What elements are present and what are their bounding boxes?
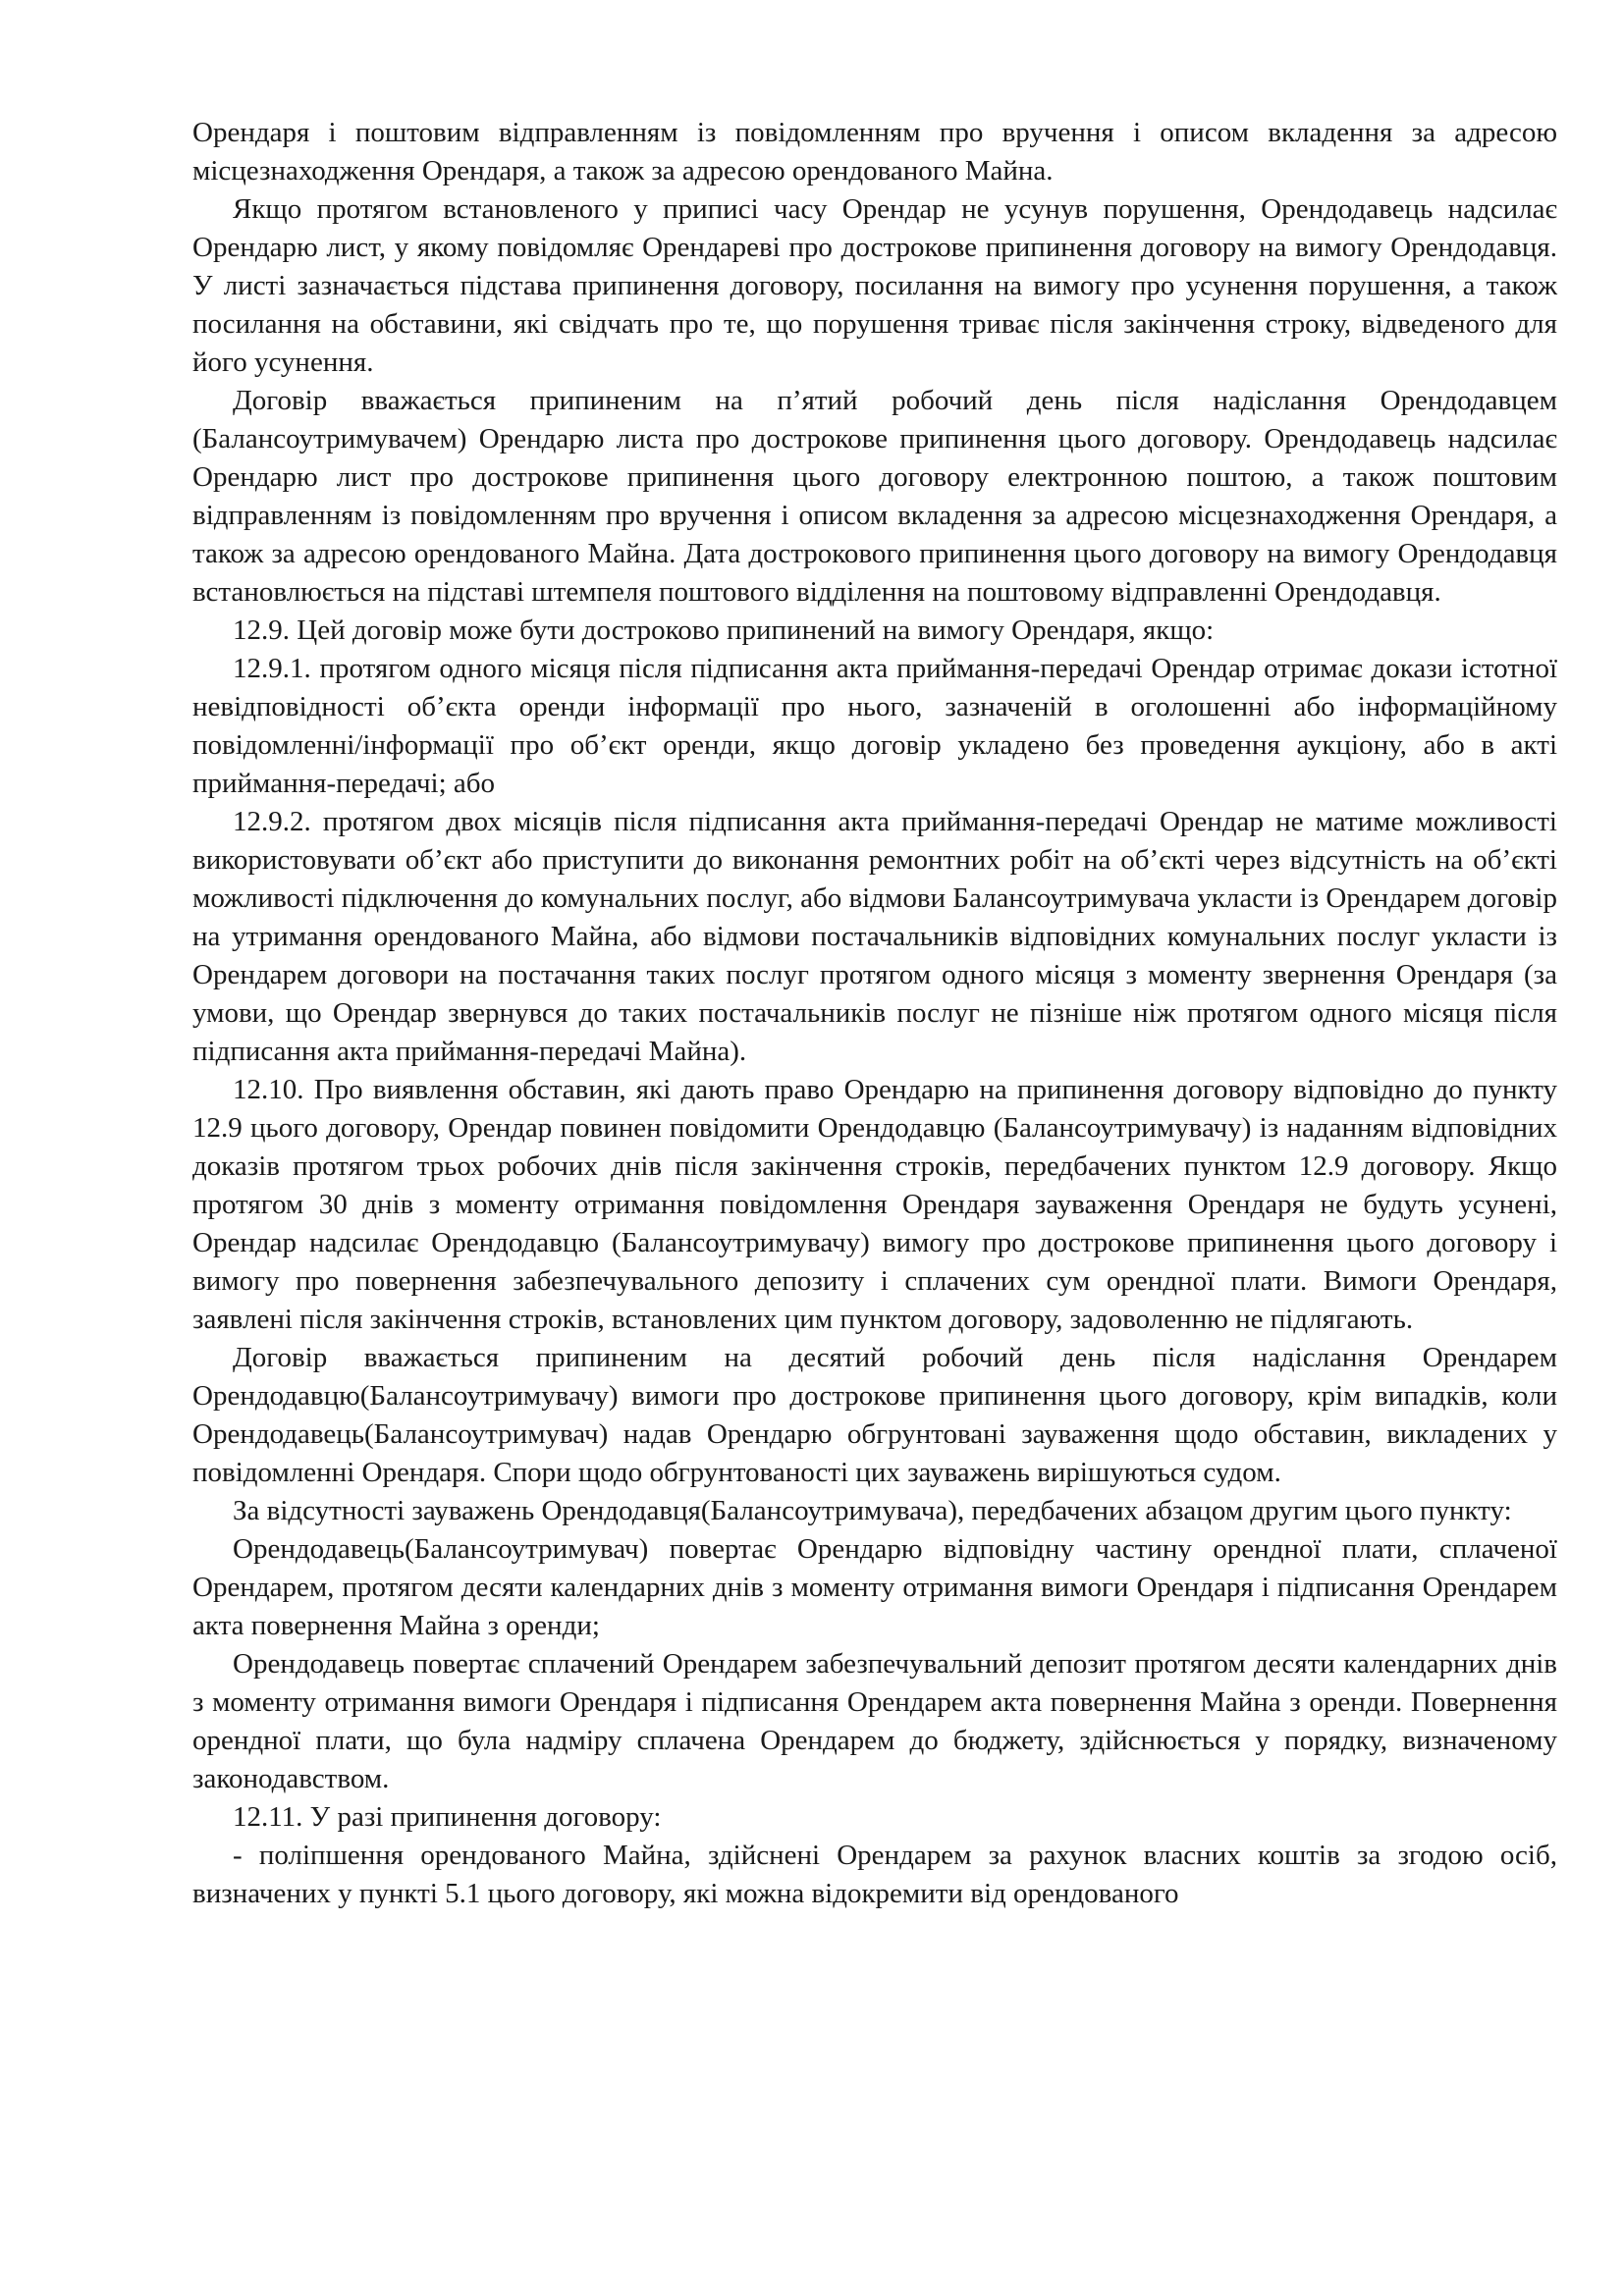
paragraph-termination-tenth-day: Договір вважається припиненим на десятий робочий день після надіслання Орендарем Орендодавцю(Балансоутримувачу) вимоги про дострокове припинення цього договору, крім випадків, коли Орендодавець(Балансоутримувач) надав Орендарю обгрунтовані зауваження щодо обставин, викладених у повідомленні Орендаря. Спори щодо обгрунтованості цих зауважень вирішуються судом. — [192, 1342, 1557, 1488]
paragraph-termination-fifth-day: Договір вважається припиненим на п’ятий робочий день після надіслання Орендодавцем (Балансоутримувачем) Орендарю листа про дострокове припинення цього договору. Орендодавець надсилає Орендарю лист про дострокове припинення цього договору електронною поштою, а також поштовим відправленням із повідомленням про вручення і описом вкладення за адресою місцезнаходження Орендаря, а також за адресою орендованого Майна. Дата дострокового припинення цього договору на вимогу Орендодавця встановлюється на підставі штемпеля поштового відділення на поштовому відправленні Орендодавця. — [192, 385, 1557, 608]
clause-12-9-2: 12.9.2. протягом двох місяців після підписання акта приймання-передачі Орендар не матиме можливості використовувати об’єкт або приступити до виконання ремонтних робіт на об’єкті через відсутність на об’єкті можливості підключення до комунальних послуг, або відмови Балансоутримувача укласти із Орендарем договір на утримання орендованого Майна, або відмови постачальників відповідних комунальних послуг укласти із Орендарем договори на постачання таких послуг протягом одного місяця з моменту звернення Орендаря (за умови, що Орендар звернувся до таких постачальників послуг не пізніше ніж протягом одного місяця після підписання акта приймання-передачі Майна). — [192, 806, 1557, 1067]
clause-12-9: 12.9. Цей договір може бути достроково припинений на вимогу Орендаря, якщо: — [233, 614, 1215, 646]
document-page — [192, 114, 1557, 1913]
paragraph-rent-return: Орендодавець(Балансоутримувач) повертає Орендарю відповідну частину орендної плати, сплаченої Орендарем, протягом десяти календарних днів з моменту отримання вимоги Орендаря і підписання Орендарем акта повернення Майна з оренди; — [192, 1533, 1557, 1641]
paragraph-no-objections: За відсутності зауважень Орендодавця(Балансоутримувача), передбачених абзацом другим цього пункту: — [233, 1495, 1512, 1526]
paragraph-improvements: - поліпшення орендованого Майна, здійснені Орендарем за рахунок власних коштів за згодою осіб, визначених у пункті 5.1 цього договору, які можна відокремити від орендованого — [192, 1840, 1557, 1909]
clause-12-9-1: 12.9.1. протягом одного місяця після підписання акта приймання-передачі Орендар отримає докази істотної невідповідності об’єкта оренди інформації про нього, зазначеній в оголошенні або інформаційному повідомленні/інформації про об’єкт оренди, якщо договір укладено без проведення аукціону, або в акті приймання-передачі; або — [192, 653, 1557, 799]
paragraph-violation-notice: Якщо протягом встановленого у приписі часу Орендар не усунув порушення, Орендодавець надсилає Орендарю лист, у якому повідомляє Орендареві про дострокове припинення договору на вимогу Орендодавця. У листі зазначається підстава припинення договору, посилання на вимогу про усунення порушення, а також посилання на обставини, які свідчать про те, що порушення триває після закінчення строку, відведеного для його усунення. — [192, 193, 1557, 378]
clause-12-11: 12.11. У разі припинення договору: — [233, 1801, 662, 1833]
clause-12-10: 12.10. Про виявлення обставин, які дають право Орендарю на припинення договору відповідно до пункту 12.9 цього договору, Орендар повинен повідомити Орендодавцю (Балансоутримувачу) із наданням відповідних доказів протягом трьох робочих днів після закінчення строків, передбачених пунктом 12.9 договору. Якщо протягом 30 днів з моменту отримання повідомлення Орендаря зауваження Орендаря не будуть усунені, Орендар надсилає Орендодавцю (Балансоутримувачу) вимогу про дострокове припинення цього договору і вимогу про повернення забезпечувального депозиту і сплачених сум орендної плати. Вимоги Орендаря, заявлені після закінчення строків, встановлених цим пунктом договору, задоволенню не підлягають. — [192, 1074, 1557, 1335]
paragraph-continuation: Орендаря і поштовим відправленням із повідомленням про вручення і описом вкладення за адресою місцезнаходження Орендаря, а також за адресою орендованого Майна. — [192, 117, 1557, 187]
paragraph-deposit-return: Орендодавець повертає сплачений Орендарем забезпечувальний депозит протягом десяти календарних днів з моменту отримання вимоги Орендаря і підписання Орендарем акта повернення Майна з оренди. Повернення орендної плати, що була надміру сплачена Орендарем до бюджету, здійснюється у порядку, визначеному законодавством. — [192, 1648, 1557, 1794]
